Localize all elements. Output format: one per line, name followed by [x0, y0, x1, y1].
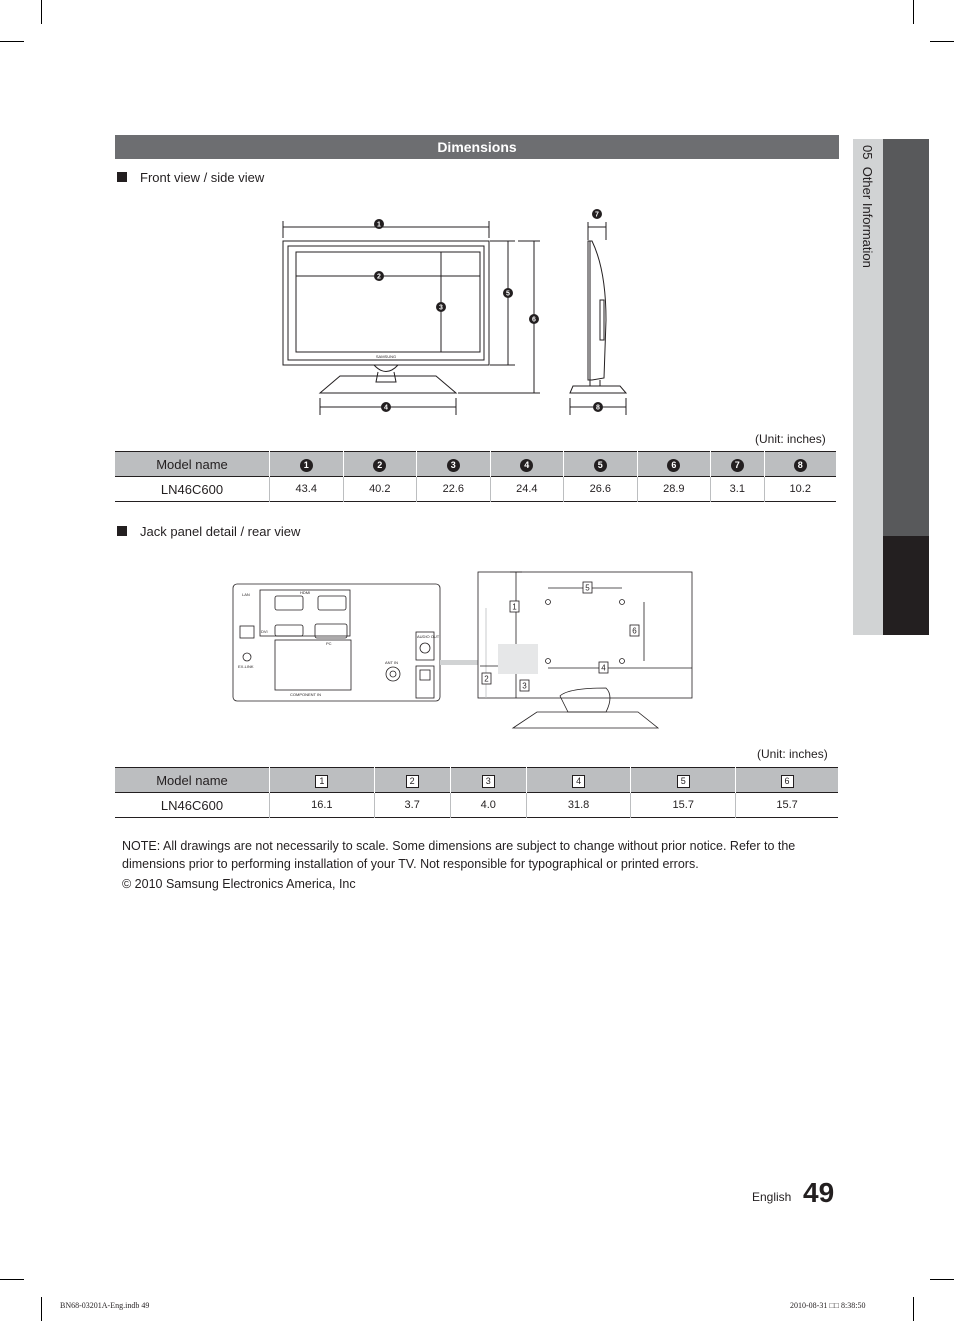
crop-mark: [41, 0, 42, 24]
tv-logo-text: SAMSUNG: [375, 354, 397, 359]
col-header-4: 4: [520, 459, 533, 472]
front-side-view-diagram: [270, 200, 650, 420]
dim-callout: 5: [506, 290, 510, 298]
value-cell: 43.4: [270, 477, 344, 502]
value-cell: 31.8: [526, 793, 631, 818]
rear-unit-label: (Unit: inches): [757, 747, 828, 761]
dim-callout: 1: [512, 602, 517, 612]
value-cell: 28.9: [637, 477, 711, 502]
side-tab-number: 05: [860, 145, 875, 160]
col-header-5: 5: [677, 775, 690, 788]
dim-callout: 3: [522, 681, 527, 691]
col-header-8: 8: [794, 459, 807, 472]
tv-stand-rear: [513, 712, 658, 728]
col-header-2: 2: [406, 775, 419, 788]
jack-audio-out-label: AUDIO OUT: [417, 634, 440, 639]
jack-pc-label: PC: [326, 641, 332, 646]
tv-stand: [320, 376, 456, 393]
col-header-3: 3: [482, 775, 495, 788]
value-cell: 15.7: [631, 793, 736, 818]
bullet-icon: [117, 172, 127, 182]
page-number: 49: [803, 1177, 835, 1208]
col-header-5: 5: [594, 459, 607, 472]
jack-panel: [233, 584, 440, 701]
side-tab: [853, 139, 883, 635]
value-cell: 24.4: [490, 477, 564, 502]
col-header-6: 6: [667, 459, 680, 472]
section-header: Dimensions: [115, 135, 839, 159]
footer-file: BN68-03201A-Eng.indb 49: [60, 1301, 150, 1310]
table-header-model: Model name: [115, 768, 270, 793]
col-header-2: 2: [373, 459, 386, 472]
bullet-icon: [117, 526, 127, 536]
dim-callout: 2: [377, 273, 381, 281]
crop-mark: [913, 1297, 914, 1321]
col-header-6: 6: [781, 775, 794, 788]
dim-callout: 4: [601, 663, 606, 673]
note-text: NOTE: All drawings are not necessarily to scale. Some dimensions are subject to change without prior notice. Refer to the dimensions prior to performing installation of your TV. Not responsible for typographical or printed errors.: [122, 839, 796, 871]
jack-exlink-label: EX-LINK: [238, 664, 254, 669]
dim-callout: 1: [377, 221, 381, 229]
dim-callout: 6: [532, 316, 536, 324]
dim-callout: 7: [595, 211, 599, 219]
col-header-1: 1: [300, 459, 313, 472]
jack-panel-rear-view-diagram: [230, 568, 700, 738]
tv-side-profile: [588, 241, 606, 380]
model-cell: LN46C600: [160, 797, 224, 813]
crop-mark: [0, 41, 24, 42]
dim-callout: 4: [384, 404, 388, 412]
jack-hdmi-label: HDMI: [300, 590, 311, 595]
value-cell: 3.1: [711, 477, 764, 502]
value-cell: 26.6: [564, 477, 638, 502]
jack-lan-label: LAN: [242, 592, 250, 597]
front-view-heading: Front view / side view: [140, 170, 265, 185]
col-header-3: 3: [447, 459, 460, 472]
jack-ant-in-label: ANT IN: [385, 660, 399, 665]
side-tab-label: Other Information: [860, 166, 875, 268]
value-cell: 22.6: [417, 477, 491, 502]
dim-callout: 6: [632, 626, 637, 636]
value-cell: 15.7: [736, 793, 838, 818]
table-row: [115, 477, 836, 502]
col-header-4: 4: [572, 775, 585, 788]
value-cell: 3.7: [374, 793, 450, 818]
rear-dimension-table: [115, 767, 838, 818]
col-header-7: 7: [731, 459, 744, 472]
copyright-text: © 2010 Samsung Electronics America, Inc: [122, 877, 356, 891]
jack-dvi-label: DVI: [261, 629, 268, 634]
note-block: [122, 837, 834, 893]
table-header-model: Model name: [115, 452, 270, 477]
col-header-1: 1: [315, 775, 328, 788]
rear-view-heading: Jack panel detail / rear view: [140, 524, 301, 539]
dim-callout: 3: [439, 304, 443, 312]
front-unit-label: (Unit: inches): [755, 432, 826, 446]
tv-frame: [283, 241, 489, 365]
value-cell: 16.1: [270, 793, 375, 818]
crop-mark: [41, 1297, 42, 1321]
dim-callout: 8: [596, 404, 600, 412]
value-cell: 10.2: [764, 477, 836, 502]
crop-mark: [930, 1279, 954, 1280]
footer-date: 2010-08-31 □□ 8:38:50: [790, 1301, 866, 1310]
dim-callout: 2: [484, 674, 489, 684]
front-dimension-table: [115, 451, 836, 502]
crop-mark: [930, 41, 954, 42]
side-tab-marker: [883, 536, 929, 635]
table-row: [115, 793, 838, 818]
value-cell: 40.2: [343, 477, 417, 502]
footer-language: English: [752, 1190, 792, 1204]
crop-mark: [913, 0, 914, 24]
value-cell: 4.0: [450, 793, 526, 818]
jack-component-label: COMPONENT IN: [290, 692, 322, 697]
dim-callout: 5: [585, 583, 590, 593]
model-cell: LN46C600: [160, 481, 224, 497]
crop-mark: [0, 1279, 24, 1280]
